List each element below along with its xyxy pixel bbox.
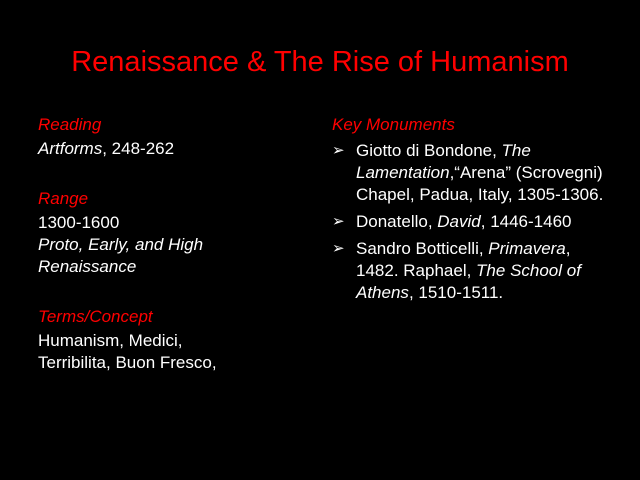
range-heading: Range	[38, 189, 89, 208]
range-years: 1300-1600	[38, 213, 120, 232]
terms-heading: Terms/Concept	[38, 307, 153, 326]
reading-text	[38, 138, 308, 160]
key-monuments-heading: Key Monuments	[332, 115, 455, 134]
monument-work-2: The School of Athens	[356, 261, 581, 302]
range-periods-line1: Proto, Early, and High	[38, 235, 204, 254]
arrowhead-bullet-icon: ➢	[332, 142, 345, 159]
arrowhead-bullet-icon: ➢	[332, 240, 345, 257]
monument-item	[332, 238, 612, 304]
arrowhead-bullet-icon: ➢	[332, 213, 345, 230]
monument-detail: , 1482. Raphael,	[356, 239, 571, 280]
monument-item	[332, 211, 612, 233]
left-column	[38, 114, 308, 374]
reading-book-title: Artforms	[38, 139, 103, 158]
monument-artist: Donatello,	[356, 212, 438, 231]
reading-heading: Reading	[38, 115, 102, 134]
monuments-list	[332, 140, 612, 304]
monument-detail-2: , 1510-1511.	[408, 283, 504, 302]
terms-line2: Terribilita, Buon Fresco,	[38, 353, 217, 372]
monument-artist: Sandro Botticelli,	[356, 239, 489, 258]
monument-detail: ,“Arena” (Scrovegni) Chapel, Padua, Italy, 1305-1306.	[356, 163, 604, 204]
monument-item	[332, 140, 612, 206]
monument-detail: , 1446-1460	[480, 212, 572, 231]
terms-line1: Humanism, Medici,	[38, 331, 183, 350]
monument-work: The Lamentation	[356, 141, 531, 182]
monument-work: David	[437, 212, 481, 231]
right-column	[332, 114, 612, 309]
reading-pages: , 248-262	[102, 139, 175, 158]
monument-artist: Giotto di Bondone,	[356, 141, 502, 160]
slide-title: Renaissance & The Rise of Humanism	[71, 46, 569, 78]
monument-work: Primavera	[488, 239, 566, 258]
range-periods-line2: Renaissance	[38, 257, 137, 276]
